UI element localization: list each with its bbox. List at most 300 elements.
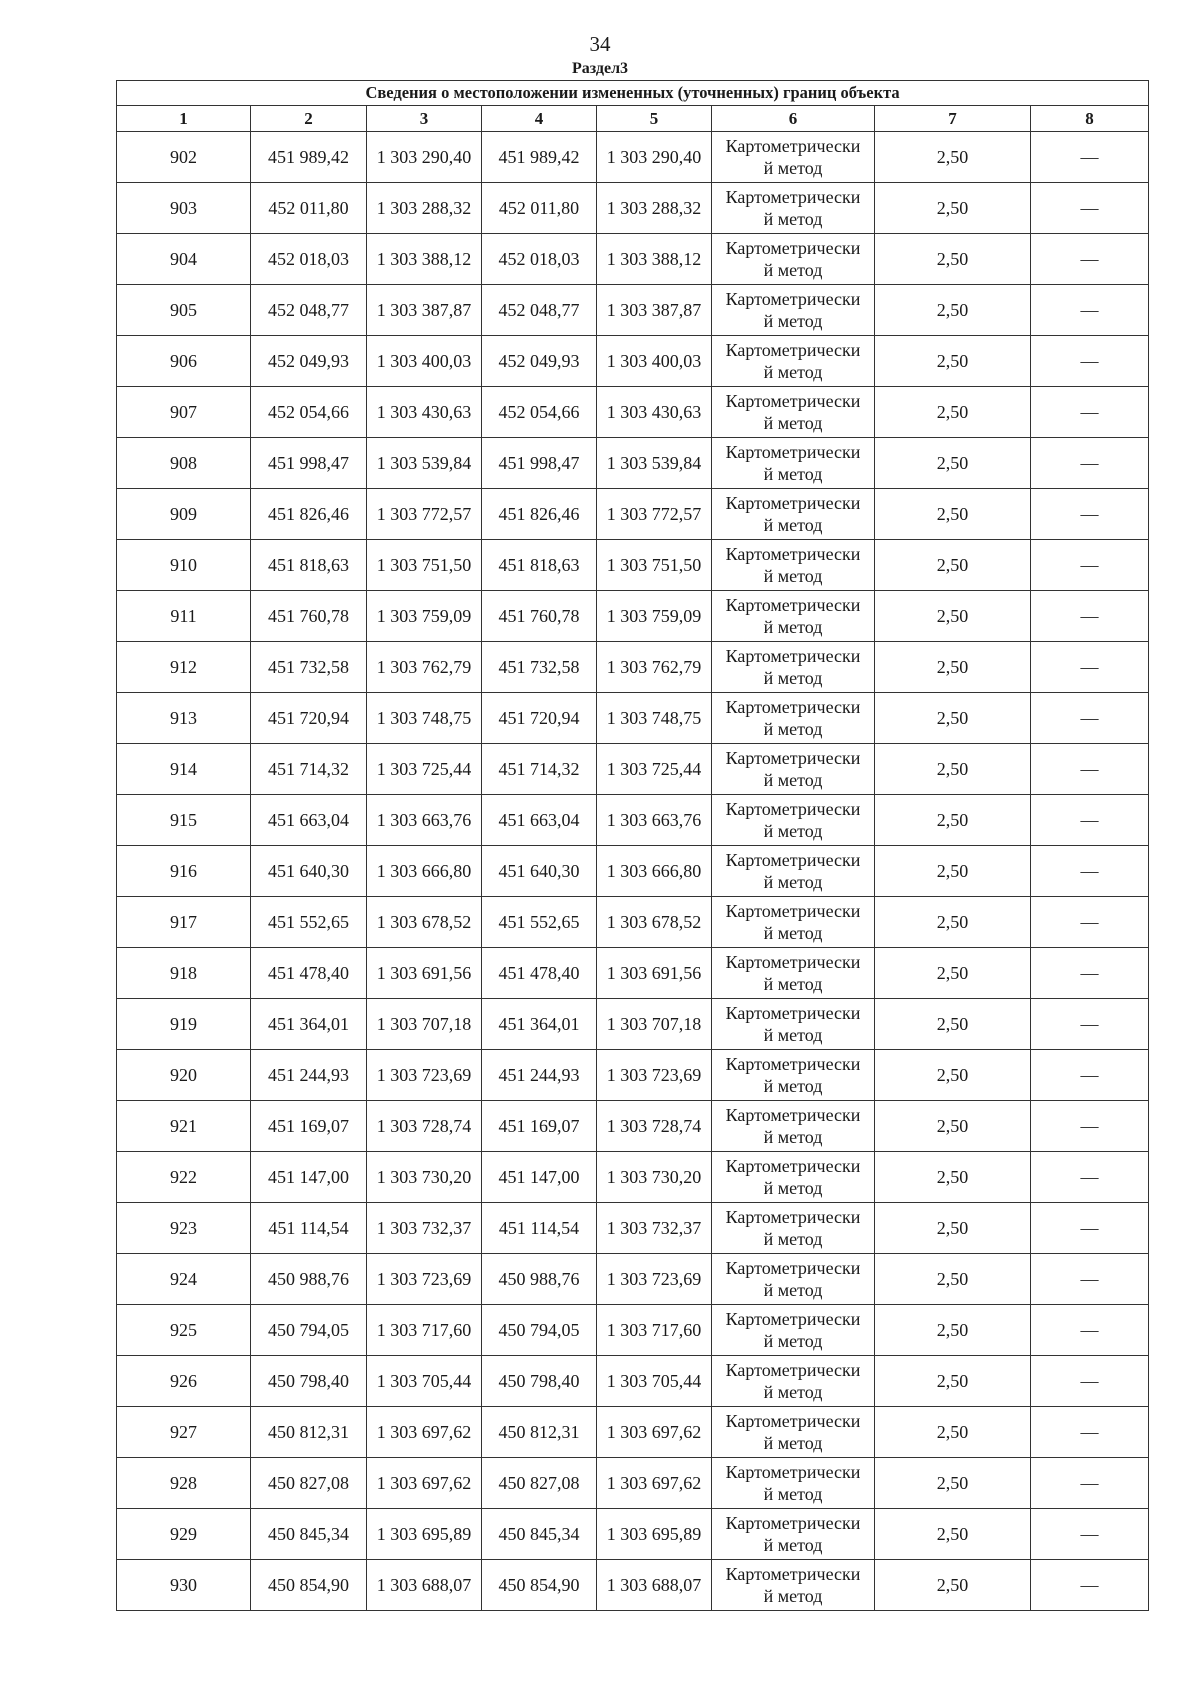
- table-row: [117, 693, 1149, 744]
- point-number-cell: 922: [117, 1152, 251, 1203]
- accuracy-cell: 2,50: [875, 183, 1031, 234]
- accuracy-cell: 2,50: [875, 540, 1031, 591]
- table-row: [117, 1305, 1149, 1356]
- refined-x-cell: 450 812,31: [482, 1407, 597, 1458]
- table-row: [117, 438, 1149, 489]
- note-cell: —: [1031, 1509, 1149, 1560]
- point-number-cell: 916: [117, 846, 251, 897]
- refined-x-cell: 451 989,42: [482, 132, 597, 183]
- refined-x-cell: 451 244,93: [482, 1050, 597, 1101]
- existing-y-cell: 1 303 288,32: [367, 183, 482, 234]
- accuracy-cell: 2,50: [875, 999, 1031, 1050]
- note-cell: —: [1031, 234, 1149, 285]
- refined-x-cell: 451 478,40: [482, 948, 597, 999]
- method-line: й метод: [763, 668, 823, 688]
- existing-y-cell: 1 303 666,80: [367, 846, 482, 897]
- table-row: [117, 846, 1149, 897]
- existing-y-cell: 1 303 732,37: [367, 1203, 482, 1254]
- table-row: [117, 183, 1149, 234]
- table-caption: Сведения о местоположении измененных (уточненных) границ объекта: [117, 81, 1149, 106]
- accuracy-cell: 2,50: [875, 744, 1031, 795]
- point-number-cell: 913: [117, 693, 251, 744]
- note-cell: —: [1031, 387, 1149, 438]
- refined-x-cell: 451 720,94: [482, 693, 597, 744]
- refined-x-cell: 452 048,77: [482, 285, 597, 336]
- accuracy-cell: 2,50: [875, 693, 1031, 744]
- accuracy-cell: 2,50: [875, 234, 1031, 285]
- column-number: 6: [712, 106, 875, 132]
- refined-y-cell: 1 303 539,84: [597, 438, 712, 489]
- accuracy-cell: 2,50: [875, 948, 1031, 999]
- method-line: й метод: [763, 158, 823, 178]
- refined-x-cell: 451 714,32: [482, 744, 597, 795]
- method-line: Картометрически: [725, 1258, 861, 1278]
- table-row: [117, 387, 1149, 438]
- refined-y-cell: 1 303 697,62: [597, 1458, 712, 1509]
- method-line: й метод: [763, 515, 823, 535]
- column-number-row: [117, 106, 1149, 132]
- existing-x-cell: 452 049,93: [251, 336, 367, 387]
- existing-y-cell: 1 303 697,62: [367, 1458, 482, 1509]
- method-line: й метод: [763, 1280, 823, 1300]
- existing-y-cell: 1 303 697,62: [367, 1407, 482, 1458]
- method-line: й метод: [763, 566, 823, 586]
- existing-x-cell: 451 640,30: [251, 846, 367, 897]
- existing-y-cell: 1 303 691,56: [367, 948, 482, 999]
- refined-x-cell: 451 552,65: [482, 897, 597, 948]
- accuracy-cell: 2,50: [875, 1305, 1031, 1356]
- note-cell: —: [1031, 1560, 1149, 1611]
- accuracy-cell: 2,50: [875, 132, 1031, 183]
- point-number-cell: 923: [117, 1203, 251, 1254]
- refined-x-cell: 451 732,58: [482, 642, 597, 693]
- refined-y-cell: 1 303 705,44: [597, 1356, 712, 1407]
- table-row: [117, 1203, 1149, 1254]
- accuracy-cell: 2,50: [875, 438, 1031, 489]
- note-cell: —: [1031, 132, 1149, 183]
- method-cell: [712, 285, 875, 336]
- method-line: Картометрически: [725, 136, 861, 156]
- column-number: 7: [875, 106, 1031, 132]
- method-line: Картометрически: [725, 697, 861, 717]
- note-cell: —: [1031, 1356, 1149, 1407]
- method-line: й метод: [763, 413, 823, 433]
- existing-y-cell: 1 303 688,07: [367, 1560, 482, 1611]
- method-line: Картометрически: [725, 340, 861, 360]
- method-line: й метод: [763, 311, 823, 331]
- point-number-cell: 930: [117, 1560, 251, 1611]
- refined-x-cell: 451 169,07: [482, 1101, 597, 1152]
- note-cell: —: [1031, 1101, 1149, 1152]
- section-title: Раздел3: [571, 60, 629, 77]
- method-line: Картометрически: [725, 391, 861, 411]
- refined-x-cell: 451 818,63: [482, 540, 597, 591]
- point-number-cell: 915: [117, 795, 251, 846]
- refined-x-cell: 450 794,05: [482, 1305, 597, 1356]
- existing-x-cell: 452 018,03: [251, 234, 367, 285]
- table-row: [117, 540, 1149, 591]
- refined-y-cell: 1 303 717,60: [597, 1305, 712, 1356]
- accuracy-cell: 2,50: [875, 1509, 1031, 1560]
- table-row: [117, 897, 1149, 948]
- method-line: й метод: [763, 1382, 823, 1402]
- note-cell: —: [1031, 693, 1149, 744]
- refined-x-cell: 451 826,46: [482, 489, 597, 540]
- note-cell: —: [1031, 1458, 1149, 1509]
- method-line: Картометрически: [725, 442, 861, 462]
- table-row: [117, 132, 1149, 183]
- point-number-cell: 929: [117, 1509, 251, 1560]
- method-line: Картометрически: [725, 1564, 861, 1584]
- method-cell: [712, 1407, 875, 1458]
- method-line: Картометрически: [725, 799, 861, 819]
- refined-x-cell: 451 640,30: [482, 846, 597, 897]
- method-line: Картометрически: [725, 1462, 861, 1482]
- method-cell: [712, 1050, 875, 1101]
- refined-y-cell: 1 303 695,89: [597, 1509, 712, 1560]
- method-cell: [712, 183, 875, 234]
- point-number-cell: 924: [117, 1254, 251, 1305]
- existing-x-cell: 451 114,54: [251, 1203, 367, 1254]
- method-line: Картометрически: [725, 595, 861, 615]
- refined-y-cell: 1 303 678,52: [597, 897, 712, 948]
- method-line: Картометрически: [725, 1360, 861, 1380]
- method-cell: [712, 1509, 875, 1560]
- point-number-cell: 911: [117, 591, 251, 642]
- table-row: [117, 1560, 1149, 1611]
- method-line: й метод: [763, 362, 823, 382]
- method-line: й метод: [763, 719, 823, 739]
- refined-x-cell: 450 798,40: [482, 1356, 597, 1407]
- point-number-cell: 912: [117, 642, 251, 693]
- note-cell: —: [1031, 336, 1149, 387]
- point-number-cell: 903: [117, 183, 251, 234]
- note-cell: —: [1031, 540, 1149, 591]
- table-row: [117, 1050, 1149, 1101]
- accuracy-cell: 2,50: [875, 285, 1031, 336]
- existing-y-cell: 1 303 663,76: [367, 795, 482, 846]
- method-cell: [712, 744, 875, 795]
- refined-y-cell: 1 303 697,62: [597, 1407, 712, 1458]
- method-cell: [712, 1356, 875, 1407]
- method-line: й метод: [763, 1229, 823, 1249]
- existing-y-cell: 1 303 430,63: [367, 387, 482, 438]
- point-number-cell: 910: [117, 540, 251, 591]
- refined-x-cell: 451 114,54: [482, 1203, 597, 1254]
- point-number-cell: 925: [117, 1305, 251, 1356]
- accuracy-cell: 2,50: [875, 1254, 1031, 1305]
- existing-y-cell: 1 303 723,69: [367, 1254, 482, 1305]
- table-body: [117, 132, 1149, 1611]
- existing-x-cell: 450 798,40: [251, 1356, 367, 1407]
- column-number: 3: [367, 106, 482, 132]
- table-row: [117, 1458, 1149, 1509]
- existing-x-cell: 451 826,46: [251, 489, 367, 540]
- method-cell: [712, 642, 875, 693]
- note-cell: —: [1031, 1305, 1149, 1356]
- note-cell: —: [1031, 744, 1149, 795]
- method-line: й метод: [763, 617, 823, 637]
- method-line: Картометрически: [725, 1054, 861, 1074]
- method-line: Картометрически: [725, 289, 861, 309]
- method-cell: [712, 387, 875, 438]
- existing-y-cell: 1 303 678,52: [367, 897, 482, 948]
- method-line: Картометрически: [725, 748, 861, 768]
- point-number-cell: 905: [117, 285, 251, 336]
- method-line: Картометрически: [725, 646, 861, 666]
- table-row: [117, 1254, 1149, 1305]
- note-cell: —: [1031, 795, 1149, 846]
- refined-y-cell: 1 303 430,63: [597, 387, 712, 438]
- method-cell: [712, 489, 875, 540]
- note-cell: —: [1031, 183, 1149, 234]
- point-number-cell: 928: [117, 1458, 251, 1509]
- method-cell: [712, 948, 875, 999]
- existing-y-cell: 1 303 539,84: [367, 438, 482, 489]
- refined-x-cell: 452 054,66: [482, 387, 597, 438]
- note-cell: —: [1031, 642, 1149, 693]
- note-cell: —: [1031, 897, 1149, 948]
- column-number: 4: [482, 106, 597, 132]
- table-row: [117, 999, 1149, 1050]
- existing-x-cell: 451 998,47: [251, 438, 367, 489]
- method-cell: [712, 1458, 875, 1509]
- existing-x-cell: 451 732,58: [251, 642, 367, 693]
- accuracy-cell: 2,50: [875, 1407, 1031, 1458]
- method-line: Картометрически: [725, 850, 861, 870]
- method-line: Картометрически: [725, 1309, 861, 1329]
- method-cell: [712, 540, 875, 591]
- accuracy-cell: 2,50: [875, 642, 1031, 693]
- method-line: Картометрически: [725, 1513, 861, 1533]
- refined-y-cell: 1 303 288,32: [597, 183, 712, 234]
- existing-x-cell: 451 714,32: [251, 744, 367, 795]
- method-line: й метод: [763, 1178, 823, 1198]
- note-cell: —: [1031, 285, 1149, 336]
- refined-x-cell: 450 845,34: [482, 1509, 597, 1560]
- method-line: й метод: [763, 821, 823, 841]
- accuracy-cell: 2,50: [875, 336, 1031, 387]
- existing-y-cell: 1 303 748,75: [367, 693, 482, 744]
- method-line: Картометрически: [725, 952, 861, 972]
- column-number: 8: [1031, 106, 1149, 132]
- existing-y-cell: 1 303 388,12: [367, 234, 482, 285]
- method-line: Картометрически: [725, 1411, 861, 1431]
- refined-y-cell: 1 303 691,56: [597, 948, 712, 999]
- refined-y-cell: 1 303 387,87: [597, 285, 712, 336]
- method-line: й метод: [763, 260, 823, 280]
- refined-y-cell: 1 303 723,69: [597, 1254, 712, 1305]
- existing-x-cell: 451 478,40: [251, 948, 367, 999]
- method-cell: [712, 1101, 875, 1152]
- column-number: 2: [251, 106, 367, 132]
- refined-x-cell: 451 760,78: [482, 591, 597, 642]
- accuracy-cell: 2,50: [875, 387, 1031, 438]
- point-number-cell: 917: [117, 897, 251, 948]
- method-line: Картометрически: [725, 901, 861, 921]
- table-row: [117, 642, 1149, 693]
- existing-x-cell: 450 827,08: [251, 1458, 367, 1509]
- table-row: [117, 336, 1149, 387]
- point-number-cell: 926: [117, 1356, 251, 1407]
- table-row: [117, 1509, 1149, 1560]
- accuracy-cell: 2,50: [875, 489, 1031, 540]
- note-cell: —: [1031, 1152, 1149, 1203]
- refined-y-cell: 1 303 688,07: [597, 1560, 712, 1611]
- method-line: Картометрически: [725, 1003, 861, 1023]
- existing-x-cell: 450 854,90: [251, 1560, 367, 1611]
- method-line: й метод: [763, 1025, 823, 1045]
- note-cell: —: [1031, 1203, 1149, 1254]
- note-cell: —: [1031, 846, 1149, 897]
- method-line: й метод: [763, 770, 823, 790]
- existing-x-cell: 450 794,05: [251, 1305, 367, 1356]
- method-line: й метод: [763, 1484, 823, 1504]
- accuracy-cell: 2,50: [875, 1050, 1031, 1101]
- existing-y-cell: 1 303 707,18: [367, 999, 482, 1050]
- refined-x-cell: 450 854,90: [482, 1560, 597, 1611]
- note-cell: —: [1031, 591, 1149, 642]
- existing-x-cell: 450 845,34: [251, 1509, 367, 1560]
- refined-y-cell: 1 303 748,75: [597, 693, 712, 744]
- refined-y-cell: 1 303 666,80: [597, 846, 712, 897]
- method-line: Картометрически: [725, 1105, 861, 1125]
- point-number-cell: 919: [117, 999, 251, 1050]
- refined-y-cell: 1 303 400,03: [597, 336, 712, 387]
- method-line: й метод: [763, 1535, 823, 1555]
- existing-y-cell: 1 303 759,09: [367, 591, 482, 642]
- method-cell: [712, 846, 875, 897]
- existing-y-cell: 1 303 751,50: [367, 540, 482, 591]
- point-number-cell: 904: [117, 234, 251, 285]
- refined-y-cell: 1 303 772,57: [597, 489, 712, 540]
- method-line: Картометрически: [725, 238, 861, 258]
- accuracy-cell: 2,50: [875, 846, 1031, 897]
- note-cell: —: [1031, 1407, 1149, 1458]
- existing-x-cell: 451 552,65: [251, 897, 367, 948]
- existing-y-cell: 1 303 725,44: [367, 744, 482, 795]
- method-line: й метод: [763, 1331, 823, 1351]
- refined-x-cell: 452 049,93: [482, 336, 597, 387]
- boundary-coordinates-table: [116, 80, 1149, 1611]
- point-number-cell: 907: [117, 387, 251, 438]
- method-cell: [712, 591, 875, 642]
- accuracy-cell: 2,50: [875, 897, 1031, 948]
- table-row: [117, 1356, 1149, 1407]
- method-line: й метод: [763, 974, 823, 994]
- existing-x-cell: 451 818,63: [251, 540, 367, 591]
- method-cell: [712, 1203, 875, 1254]
- point-number-cell: 902: [117, 132, 251, 183]
- method-line: й метод: [763, 464, 823, 484]
- existing-x-cell: 451 364,01: [251, 999, 367, 1050]
- method-line: й метод: [763, 1076, 823, 1096]
- method-cell: [712, 897, 875, 948]
- method-cell: [712, 438, 875, 489]
- refined-y-cell: 1 303 290,40: [597, 132, 712, 183]
- refined-x-cell: 452 011,80: [482, 183, 597, 234]
- method-line: й метод: [763, 923, 823, 943]
- refined-y-cell: 1 303 730,20: [597, 1152, 712, 1203]
- table-row: [117, 1101, 1149, 1152]
- method-cell: [712, 1254, 875, 1305]
- accuracy-cell: 2,50: [875, 1458, 1031, 1509]
- method-line: Картометрически: [725, 1156, 861, 1176]
- existing-y-cell: 1 303 728,74: [367, 1101, 482, 1152]
- refined-x-cell: 450 827,08: [482, 1458, 597, 1509]
- method-line: Картометрически: [725, 544, 861, 564]
- method-cell: [712, 132, 875, 183]
- method-cell: [712, 1305, 875, 1356]
- refined-y-cell: 1 303 728,74: [597, 1101, 712, 1152]
- column-number: 5: [597, 106, 712, 132]
- existing-y-cell: 1 303 730,20: [367, 1152, 482, 1203]
- table-row: [117, 489, 1149, 540]
- refined-x-cell: 450 988,76: [482, 1254, 597, 1305]
- accuracy-cell: 2,50: [875, 1203, 1031, 1254]
- existing-y-cell: 1 303 400,03: [367, 336, 482, 387]
- method-cell: [712, 1560, 875, 1611]
- table-row: [117, 948, 1149, 999]
- accuracy-cell: 2,50: [875, 795, 1031, 846]
- method-line: Картометрически: [725, 1207, 861, 1227]
- existing-y-cell: 1 303 723,69: [367, 1050, 482, 1101]
- refined-x-cell: 451 147,00: [482, 1152, 597, 1203]
- refined-y-cell: 1 303 723,69: [597, 1050, 712, 1101]
- point-number-cell: 927: [117, 1407, 251, 1458]
- refined-x-cell: 452 018,03: [482, 234, 597, 285]
- existing-x-cell: 451 169,07: [251, 1101, 367, 1152]
- method-cell: [712, 336, 875, 387]
- point-number-cell: 908: [117, 438, 251, 489]
- existing-x-cell: 452 054,66: [251, 387, 367, 438]
- method-line: й метод: [763, 1433, 823, 1453]
- accuracy-cell: 2,50: [875, 1356, 1031, 1407]
- existing-y-cell: 1 303 387,87: [367, 285, 482, 336]
- note-cell: —: [1031, 1050, 1149, 1101]
- refined-y-cell: 1 303 388,12: [597, 234, 712, 285]
- method-line: й метод: [763, 872, 823, 892]
- accuracy-cell: 2,50: [875, 1101, 1031, 1152]
- refined-y-cell: 1 303 759,09: [597, 591, 712, 642]
- existing-y-cell: 1 303 695,89: [367, 1509, 482, 1560]
- point-number-cell: 906: [117, 336, 251, 387]
- method-line: й метод: [763, 209, 823, 229]
- note-cell: —: [1031, 438, 1149, 489]
- method-line: й метод: [763, 1586, 823, 1606]
- existing-x-cell: 451 720,94: [251, 693, 367, 744]
- point-number-cell: 909: [117, 489, 251, 540]
- table-row: [117, 795, 1149, 846]
- refined-y-cell: 1 303 762,79: [597, 642, 712, 693]
- existing-x-cell: 451 989,42: [251, 132, 367, 183]
- existing-y-cell: 1 303 762,79: [367, 642, 482, 693]
- existing-y-cell: 1 303 772,57: [367, 489, 482, 540]
- method-line: Картометрически: [725, 493, 861, 513]
- refined-y-cell: 1 303 663,76: [597, 795, 712, 846]
- table-row: [117, 591, 1149, 642]
- refined-x-cell: 451 663,04: [482, 795, 597, 846]
- refined-y-cell: 1 303 751,50: [597, 540, 712, 591]
- existing-x-cell: 452 048,77: [251, 285, 367, 336]
- method-cell: [712, 999, 875, 1050]
- existing-y-cell: 1 303 717,60: [367, 1305, 482, 1356]
- existing-x-cell: 451 244,93: [251, 1050, 367, 1101]
- existing-y-cell: 1 303 705,44: [367, 1356, 482, 1407]
- point-number-cell: 918: [117, 948, 251, 999]
- existing-x-cell: 451 760,78: [251, 591, 367, 642]
- note-cell: —: [1031, 948, 1149, 999]
